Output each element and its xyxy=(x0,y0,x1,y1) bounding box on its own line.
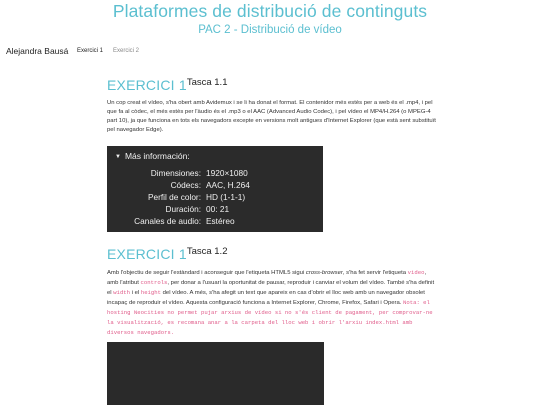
page-header xyxy=(0,0,540,44)
section-1-subtitle: Tasca 1.1 xyxy=(186,77,228,88)
info-label: Canales de audio: xyxy=(134,216,201,226)
info-row xyxy=(107,216,323,227)
info-value: HD (1-1-1) xyxy=(206,192,246,202)
navbar xyxy=(0,44,540,62)
info-row xyxy=(107,180,323,191)
text-span: i el xyxy=(130,290,141,296)
inline-code-height: height xyxy=(140,289,161,296)
media-info-toggle[interactable] xyxy=(115,151,190,161)
info-label: Dimensiones: xyxy=(150,168,201,178)
text-span: Amb l'objectiu de seguir l'estàndard i aconseguir que l'etiqueta HTML5 sigui xyxy=(107,270,306,276)
info-row xyxy=(107,204,323,215)
section-2-title: EXERCICI 1 xyxy=(107,246,187,262)
text-span: del vídeo. A més, s'ha afegit un text que apareix en cas d'obrir el lloc web amb un navegador obsolet incapaç de reproduir el vídeo. Aquesta configuració funciona a Internet Explorer, Chrome, Firefox, Safari i Opera. xyxy=(107,290,425,306)
info-value: 00: 21 xyxy=(206,204,230,214)
section-2-subtitle: Tasca 1.2 xyxy=(186,246,228,257)
nav-link-exercici-2[interactable]: Exercici 2 xyxy=(113,48,140,54)
inline-code-width: width xyxy=(113,289,131,296)
navbar-brand[interactable]: Alejandra Bausá xyxy=(6,46,69,56)
text-span: , per donar a l'usuari la oportunitat de pausar, reproduir i canviar el volum del vídeo. També s'ha definit el xyxy=(107,280,435,296)
section-1-heading xyxy=(107,77,227,95)
video-player[interactable] xyxy=(107,342,324,405)
info-label: Duración: xyxy=(165,204,201,214)
section-1-title: EXERCICI 1 xyxy=(107,77,187,93)
inline-code-controls: controls xyxy=(140,279,168,286)
media-info-title: Más información: xyxy=(124,151,190,161)
site-title: Plataformes de distribució de continguts xyxy=(112,1,428,21)
text-span: , amb l'atribut xyxy=(107,270,427,286)
section-2-paragraph xyxy=(107,268,437,338)
nav-link-exercici-1[interactable]: Exercici 1 xyxy=(77,48,104,54)
site-subtitle: PAC 2 - Distribució de vídeo xyxy=(198,24,342,36)
hosting-note: Nota: el hosting Neocities no permet pujar arxius de vídeo si no s'és client de pagament, per comprovar-ne la visualització, es recomana anar a la carpeta del lloc web i obrir l'arxiu index.html amb diversos navegadors. xyxy=(107,299,433,336)
info-value: Estéreo xyxy=(206,216,235,226)
triangle-down-icon: ▼ xyxy=(115,154,121,160)
info-row xyxy=(107,168,323,179)
info-label: Códecs: xyxy=(170,180,201,190)
section-2-heading xyxy=(107,246,227,264)
text-span: , s'ha fet servir l'etiqueta xyxy=(342,270,408,276)
italic-text: cross-browser xyxy=(305,270,343,276)
info-row xyxy=(107,192,323,203)
inline-code-video: video xyxy=(407,269,425,276)
media-info-panel xyxy=(107,146,323,232)
info-label: Perfil de color: xyxy=(147,192,201,202)
info-value: AAC, H.264 xyxy=(206,180,250,190)
info-value: 1920×1080 xyxy=(206,168,248,178)
section-1-paragraph: Un cop creat el vídeo, s'ha obert amb Avidemux i se li ha donat el format. El contenidor més estès per a web és el .mp4, i pel que fa al còdec, el més estès per l'àudio és el .mp3 o el AAC (Advanced Audio Codec), i pel vídeo el MP4/H.264 (o MPEG-4 part 10), ja que funciona en tots els navegadors excepte en versions molt antigues d'Internet Explorer (que està sent substituït pel navegador Edge). xyxy=(107,100,436,133)
